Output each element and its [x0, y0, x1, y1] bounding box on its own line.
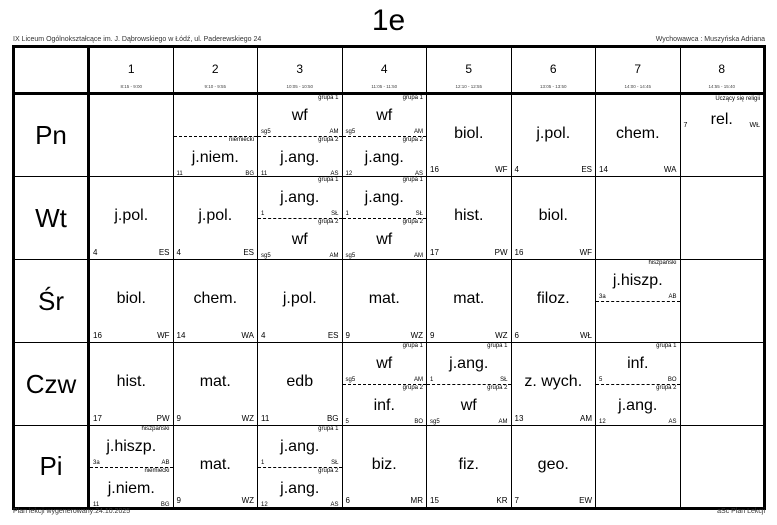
teacher-code: WF — [495, 165, 508, 174]
room-number: 12 — [599, 419, 606, 425]
lesson-content — [512, 426, 596, 507]
group-label: grupa 2 — [656, 385, 677, 391]
subject-name: inf. — [627, 355, 649, 372]
lesson-content — [343, 260, 427, 342]
lesson-cell — [511, 177, 596, 260]
group-label: grupa 2 — [402, 137, 423, 143]
period-header — [427, 47, 512, 94]
lesson-group-bottom — [343, 136, 427, 178]
lesson-group-bottom — [258, 218, 342, 260]
period-number: 3 — [296, 62, 304, 76]
room-number: sg5 — [261, 129, 271, 135]
lesson-cell — [680, 260, 765, 343]
subject-name: biol. — [538, 207, 568, 224]
subject-name: filoz. — [536, 290, 570, 307]
group-label: niemiecki — [228, 137, 254, 143]
homeroom-teacher: Wychowawca : Muszyńska Adriana — [655, 36, 765, 43]
lesson-group-top — [596, 343, 680, 384]
subject-name: mat. — [199, 373, 231, 390]
lesson-content — [681, 177, 764, 259]
group-label: hiszpański — [648, 260, 677, 266]
lesson-cell — [89, 343, 174, 426]
lesson-content — [681, 95, 764, 176]
room-number: sg5 — [345, 377, 356, 383]
room-number: 9 — [430, 331, 435, 340]
lesson-cell — [89, 94, 174, 177]
subject-name: wf — [376, 231, 393, 248]
subject-name: mat. — [453, 290, 485, 307]
group-label: hiszpański — [141, 426, 170, 432]
lesson-group-bottom — [258, 467, 342, 509]
lesson-cell — [596, 426, 681, 509]
room-number: 5 — [599, 377, 603, 383]
lesson-content — [427, 177, 511, 259]
lesson-cell — [427, 260, 512, 343]
teacher-code: PW — [156, 414, 170, 423]
lesson-content — [596, 426, 680, 507]
period-number: 8 — [718, 62, 726, 76]
lesson-cell — [596, 260, 681, 343]
teacher-code: SŁ — [331, 460, 339, 466]
room-number: 4 — [261, 331, 266, 340]
subject-name: inf. — [373, 397, 395, 414]
room-number: 6 — [345, 496, 350, 505]
room-number: 6 — [514, 331, 519, 340]
period-time: 10:05 - 10:50 — [286, 84, 314, 89]
lesson-cell — [342, 94, 427, 177]
lesson-cell — [258, 177, 343, 260]
room-number: 7 — [683, 122, 688, 129]
lesson-content — [512, 260, 596, 342]
period-header — [680, 47, 765, 94]
lesson-cell — [596, 343, 681, 426]
lesson-content — [90, 177, 173, 259]
teacher-code: WZ — [241, 414, 254, 423]
subject-name: wf — [291, 231, 308, 248]
lesson-content — [427, 95, 511, 176]
period-header — [173, 47, 258, 94]
teacher-code: BG — [245, 171, 254, 177]
group-label: grupa 1 — [402, 343, 423, 349]
period-time: 9:10 - 9:55 — [204, 84, 226, 89]
day-row — [14, 343, 765, 426]
lesson-content — [258, 260, 342, 342]
lesson-cell — [173, 343, 258, 426]
period-number: 4 — [380, 62, 388, 76]
lesson-cell — [342, 177, 427, 260]
period-time: 13:05 - 13:50 — [539, 84, 567, 89]
subject-name: j.ang. — [364, 149, 404, 166]
day-row — [14, 260, 765, 343]
lesson-cell — [258, 343, 343, 426]
room-number: 1 — [430, 377, 434, 383]
school-name: IX Liceum Ogólnokształcące im. J. Dąbrowskiego w Łódź, ul. Paderewskiego 24 — [13, 36, 262, 43]
header-corner — [14, 47, 89, 94]
teacher-code: KR — [496, 496, 508, 505]
subject-name: biol. — [116, 290, 146, 307]
period-header — [89, 47, 174, 94]
lesson-cell — [89, 260, 174, 343]
period-number: 7 — [634, 62, 642, 76]
lesson-content — [90, 426, 173, 507]
day-label: Pn — [14, 94, 89, 177]
room-number: 12 — [261, 502, 268, 508]
lesson-content — [596, 95, 680, 176]
lesson-cell — [173, 426, 258, 509]
room-number: sg5 — [261, 253, 271, 259]
room-number: 4 — [514, 165, 519, 174]
group-label: grupa 2 — [487, 385, 508, 391]
period-time: 12:10 - 12:55 — [455, 84, 483, 89]
lesson-group-top — [90, 426, 173, 467]
teacher-code: SŁ — [415, 211, 423, 217]
teacher-code: AS — [414, 171, 423, 177]
teacher-code: BG — [326, 414, 339, 423]
teacher-code: WŁ — [580, 331, 592, 340]
teacher-code: AM — [329, 129, 339, 135]
lesson-content — [596, 260, 680, 342]
subject-name: j.ang. — [449, 355, 489, 372]
room-number: 17 — [430, 248, 439, 257]
group-label: grupa 1 — [318, 95, 339, 101]
room-number: 4 — [176, 248, 181, 257]
lesson-content — [343, 95, 427, 176]
day-row — [14, 177, 765, 260]
subject-name: rel. — [710, 111, 733, 128]
lesson-content — [512, 177, 596, 259]
room-number: 16 — [514, 248, 524, 257]
teacher-code: AS — [668, 419, 677, 425]
room-number: 11 — [261, 414, 270, 423]
teacher-code: SŁ — [331, 211, 339, 217]
teacher-code: MR — [410, 496, 423, 505]
teacher-code: ES — [327, 331, 339, 340]
lesson-cell — [511, 94, 596, 177]
subject-name: j.pol. — [536, 125, 571, 142]
day-row — [14, 426, 765, 509]
teacher-code: WF — [579, 248, 592, 257]
lesson-content — [512, 95, 596, 176]
subject-name: chem. — [193, 290, 238, 307]
period-time: 11:05 - 11:50 — [371, 84, 398, 89]
lesson-cell — [258, 260, 343, 343]
room-number: 9 — [345, 331, 350, 340]
room-number: 7 — [514, 496, 519, 505]
period-number: 5 — [465, 62, 473, 76]
subject-name: biz. — [371, 456, 397, 473]
period-header — [596, 47, 681, 94]
lesson-group-bottom — [427, 384, 511, 426]
subject-name: geo. — [537, 456, 569, 473]
teacher-code: AS — [330, 171, 339, 177]
subject-name: mat. — [199, 456, 231, 473]
teacher-code: ES — [581, 165, 592, 174]
subject-name: j.pol. — [198, 207, 233, 224]
room-number: 9 — [176, 414, 181, 423]
lesson-content — [681, 343, 764, 425]
class-title: 1e — [371, 4, 406, 37]
lesson-content — [258, 95, 342, 176]
day-label: Śr — [14, 260, 89, 343]
lesson-group-top — [258, 95, 342, 136]
lesson-content — [427, 260, 511, 342]
subject-name: wf — [376, 107, 393, 124]
room-number: 14 — [599, 165, 608, 174]
lesson-cell — [680, 94, 765, 177]
room-number: 1 — [261, 211, 265, 217]
teacher-code: AS — [330, 502, 339, 508]
subject-name: j.ang. — [280, 149, 320, 166]
subject-name: wf — [460, 397, 477, 414]
lesson-group-top — [343, 95, 427, 136]
room-number: 14 — [176, 331, 186, 340]
subject-name: fiz. — [458, 456, 479, 473]
lesson-cell — [258, 94, 343, 177]
teacher-code: WZ — [410, 331, 423, 340]
group-label: grupa 2 — [318, 219, 339, 225]
teacher-code: PW — [494, 248, 508, 257]
subject-name: j.pol. — [114, 207, 149, 224]
subject-name: j.ang. — [280, 189, 320, 206]
lesson-content — [343, 177, 427, 259]
group-label: grupa 1 — [402, 95, 423, 101]
lesson-group-top — [596, 260, 680, 301]
teacher-code: SŁ — [500, 377, 508, 383]
teacher-code: AM — [580, 414, 592, 423]
teacher-code: AB — [668, 294, 677, 300]
subject-name: j.ang. — [280, 480, 320, 497]
timetable — [12, 45, 766, 510]
lesson-content — [427, 426, 511, 507]
lesson-group-top — [258, 177, 342, 218]
lesson-cell — [427, 426, 512, 509]
room-number: 11 — [93, 502, 100, 508]
lesson-group-top — [258, 426, 342, 467]
subject-name: j.niem. — [191, 149, 239, 166]
lesson-cell — [511, 343, 596, 426]
room-number: 11 — [261, 171, 268, 177]
teacher-code: WA — [663, 165, 677, 174]
period-number: 2 — [211, 62, 219, 76]
teacher-code: EW — [579, 496, 592, 505]
lesson-content — [343, 426, 427, 507]
lesson-content — [681, 260, 764, 342]
lesson-content — [427, 343, 511, 425]
lesson-group-bottom — [90, 467, 173, 509]
subject-name: chem. — [615, 125, 660, 142]
room-number: sg5 — [345, 129, 356, 135]
group-label: grupa 1 — [656, 343, 677, 349]
lesson-content — [258, 177, 342, 259]
lesson-cell — [173, 177, 258, 260]
group-label: grupa 2 — [318, 468, 339, 474]
subject-name: j.ang. — [364, 189, 404, 206]
subject-name: hist. — [454, 207, 484, 224]
day-label: Pi — [14, 426, 89, 509]
teacher-code: WA — [241, 331, 254, 340]
software-credit: aSc Plan Lekcji — [717, 508, 765, 515]
room-number: 3a — [599, 294, 606, 300]
lesson-content — [681, 426, 764, 507]
lesson-cell — [680, 426, 765, 509]
lesson-content — [174, 260, 258, 342]
subject-name: edb — [286, 373, 314, 390]
teacher-code: AM — [414, 253, 423, 259]
room-number: 9 — [176, 496, 181, 505]
teacher-code: AM — [414, 129, 423, 135]
room-number: 15 — [430, 496, 439, 505]
room-number: 16 — [93, 331, 102, 340]
room-number: 11 — [176, 171, 183, 177]
group-label: grupa 1 — [487, 343, 508, 349]
period-header — [511, 47, 596, 94]
lesson-cell — [596, 94, 681, 177]
group-label: grupa 1 — [318, 177, 339, 183]
teacher-code: WŁ — [749, 122, 760, 129]
subject-name: j.ang. — [280, 438, 320, 455]
subject-name: wf — [376, 355, 393, 372]
subject-name: j.pol. — [282, 290, 317, 307]
lesson-group-bottom — [343, 384, 427, 426]
lesson-content — [596, 343, 680, 425]
day-label: Czw — [14, 343, 89, 426]
group-label: grupa 2 — [402, 219, 423, 225]
subject-name: j.hiszp. — [106, 438, 157, 455]
teacher-code: BO — [414, 419, 423, 425]
teacher-code: AM — [329, 253, 339, 259]
teacher-code: ES — [158, 248, 170, 257]
lesson-content — [90, 260, 173, 342]
subject-name: z. wych. — [524, 373, 583, 390]
lesson-cell — [511, 426, 596, 509]
lesson-cell — [342, 426, 427, 509]
period-number: 1 — [127, 62, 135, 76]
room-number: 16 — [430, 165, 439, 174]
group-label: grupa 1 — [318, 426, 339, 432]
period-time: 14:55 - 15:40 — [708, 84, 736, 89]
teacher-code: BO — [667, 377, 677, 383]
room-number: 4 — [93, 248, 98, 257]
room-number: sg5 — [345, 253, 356, 259]
room-number: 17 — [93, 414, 102, 423]
room-number: 1 — [261, 460, 265, 466]
teacher-code: WZ — [241, 496, 254, 505]
lesson-content — [512, 343, 596, 425]
group-label: grupa 2 — [318, 137, 339, 143]
lesson-content — [174, 95, 258, 176]
lesson-content — [174, 177, 258, 259]
group-label: grupa 2 — [402, 385, 423, 391]
day-row — [14, 94, 765, 177]
teacher-code: AM — [414, 377, 423, 383]
lesson-group-top — [174, 95, 258, 136]
subject-name: biol. — [454, 125, 484, 142]
room-number: 12 — [345, 171, 353, 177]
lesson-cell — [511, 260, 596, 343]
generated-date: Plan lekcji wygenerowany:24.10.2025 — [13, 508, 131, 515]
lesson-content — [174, 426, 258, 507]
lesson-content — [258, 426, 342, 507]
period-time: 14:00 - 14:45 — [624, 84, 652, 89]
lesson-content — [174, 343, 258, 425]
subject-name: hist. — [116, 373, 146, 390]
lesson-cell — [427, 94, 512, 177]
lesson-cell — [89, 426, 174, 509]
period-header — [342, 47, 427, 94]
lesson-cell — [173, 260, 258, 343]
lesson-cell — [342, 260, 427, 343]
teacher-code: AM — [498, 419, 508, 425]
lesson-group-bottom — [596, 301, 680, 343]
teacher-code: WZ — [495, 331, 508, 340]
subject-name: wf — [291, 107, 308, 124]
lesson-cell — [173, 94, 258, 177]
period-header-row — [14, 47, 765, 94]
lesson-cell — [596, 177, 681, 260]
lesson-group-bottom — [343, 218, 427, 260]
lesson-content — [258, 343, 342, 425]
lesson-content — [90, 95, 173, 176]
lesson-group-top — [343, 177, 427, 218]
room-number: 1 — [345, 211, 349, 217]
lesson-group-bottom — [596, 384, 680, 426]
lesson-group-bottom — [258, 136, 342, 178]
teacher-code: BG — [160, 502, 170, 508]
lesson-group-top — [343, 343, 427, 384]
room-number: 5 — [345, 419, 349, 425]
group-label: grupa 1 — [402, 177, 423, 183]
teacher-code: WF — [157, 331, 170, 340]
lesson-cell — [342, 343, 427, 426]
teacher-code: AB — [161, 460, 170, 466]
lesson-cell — [89, 177, 174, 260]
room-number: 13 — [514, 414, 524, 423]
lesson-cell — [427, 177, 512, 260]
lesson-cell — [258, 426, 343, 509]
lesson-content — [596, 177, 680, 259]
lesson-group-bottom — [174, 136, 258, 178]
lesson-content — [343, 343, 427, 425]
subject-name: j.niem. — [107, 480, 155, 497]
teacher-code: ES — [243, 248, 254, 257]
room-number: sg5 — [430, 419, 440, 425]
day-label: Wt — [14, 177, 89, 260]
lesson-cell — [427, 343, 512, 426]
lesson-cell — [680, 343, 765, 426]
period-time: 8:15 - 9:00 — [120, 84, 142, 89]
room-number: 3a — [93, 460, 100, 466]
lesson-note: Uczący się religii — [715, 96, 760, 102]
lesson-cell — [680, 177, 765, 260]
group-label: niemiecki — [144, 468, 170, 474]
subject-name: j.ang. — [618, 397, 658, 414]
period-header — [258, 47, 343, 94]
lesson-group-top — [427, 343, 511, 384]
subject-name: j.hiszp. — [612, 272, 663, 289]
subject-name: mat. — [368, 290, 400, 307]
period-number: 6 — [549, 62, 557, 76]
lesson-content — [90, 343, 173, 425]
